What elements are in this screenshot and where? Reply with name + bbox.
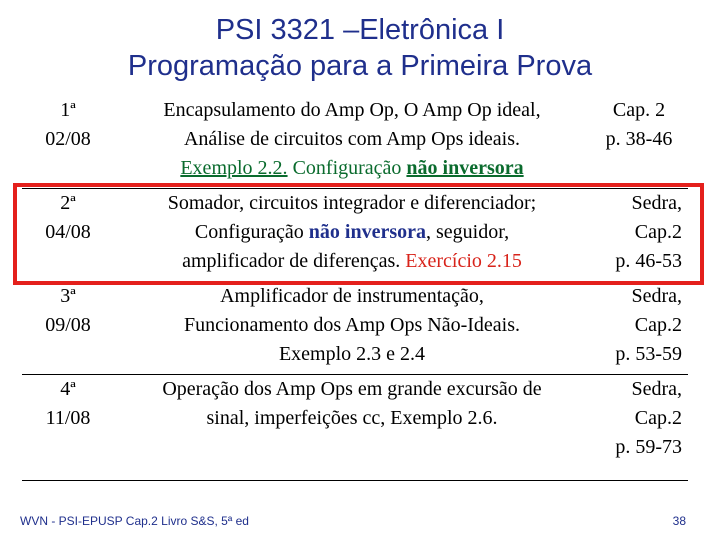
table-row	[22, 96, 688, 189]
topic-text: Configuração	[194, 221, 309, 243]
slide-title	[0, 12, 720, 84]
reference-line: Cap. 2	[612, 99, 666, 121]
lecture-number: 4ª	[60, 378, 76, 400]
reference-line: p. 38-46	[605, 128, 673, 150]
reference-cell	[590, 375, 688, 481]
page-number: 38	[672, 514, 686, 528]
topic-line: Amplificador de instrumentação,	[220, 285, 484, 307]
topic-line: sinal, imperfeições cc, Exemplo 2.6.	[206, 407, 498, 429]
reference-cell	[590, 189, 688, 282]
reference-line: Cap.2	[634, 221, 682, 243]
topic-emphasis: não inversora	[406, 157, 524, 179]
reference-line: p. 46-53	[615, 250, 682, 272]
reference-cell	[590, 96, 688, 189]
reference-line: p. 53-59	[615, 343, 682, 365]
table-row	[22, 282, 688, 375]
schedule-table	[22, 96, 688, 481]
topic-text: amplificador de diferenças.	[182, 250, 406, 272]
topic-line	[114, 247, 590, 276]
lecture-cell	[22, 96, 114, 189]
reference-line: Cap.2	[634, 407, 682, 429]
lecture-date: 02/08	[45, 128, 91, 150]
reference-line: Cap.2	[634, 314, 682, 336]
lecture-cell	[22, 189, 114, 282]
topic-line: Encapsulamento do Amp Op, O Amp Op ideal,	[163, 99, 541, 121]
lecture-date: 09/08	[45, 314, 91, 336]
exercise-reference: Exercício 2.15	[405, 250, 522, 272]
lecture-date: 11/08	[45, 407, 91, 429]
lecture-number: 1ª	[60, 99, 76, 121]
topic-line: Funcionamento dos Amp Ops Não-Ideais.	[183, 314, 521, 336]
topic-cell	[114, 375, 590, 481]
topic-line: Somador, circuitos integrador e diferenciador;	[167, 192, 537, 214]
table-row	[22, 189, 688, 282]
title-line-2: Programação para a Primeira Prova	[127, 50, 593, 82]
reference-line: p. 59-73	[615, 436, 682, 458]
title-line-1: PSI 3321 –Eletrônica I	[215, 14, 505, 46]
reference-line: Sedra,	[631, 192, 682, 214]
footer-text: WVN - PSI-EPUSP Cap.2 Livro S&S, 5ª ed	[20, 514, 249, 528]
reference-cell	[590, 282, 688, 375]
topic-emphasis: não inversora	[308, 221, 426, 243]
reference-line: Sedra,	[631, 285, 682, 307]
lecture-number: 2ª	[60, 192, 76, 214]
lecture-cell	[22, 375, 114, 481]
lecture-cell	[22, 282, 114, 375]
topic-line: Exemplo 2.3 e 2.4	[278, 343, 426, 365]
topic-line: Análise de circuitos com Amp Ops ideais.	[183, 128, 521, 150]
topic-line	[114, 154, 590, 183]
lecture-number: 3ª	[60, 285, 76, 307]
topic-cell	[114, 96, 590, 189]
topic-text: Configuração	[287, 157, 407, 179]
topic-cell	[114, 189, 590, 282]
topic-text: , seguidor,	[426, 221, 510, 243]
topic-line: Operação dos Amp Ops em grande excursão de	[162, 378, 542, 400]
reference-line: Sedra,	[631, 378, 682, 400]
table-row	[22, 375, 688, 481]
topic-line	[114, 218, 590, 247]
topic-cell	[114, 282, 590, 375]
lecture-date: 04/08	[45, 221, 91, 243]
example-link: Exemplo 2.2.	[180, 157, 288, 179]
